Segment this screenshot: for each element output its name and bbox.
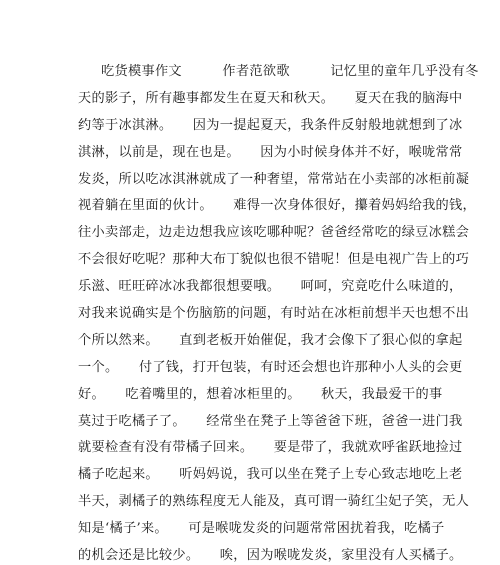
text-line: 半天，剥橘子的熟练程度无人能及，真可谓一骑红尘妃子笑，无人 (78, 494, 470, 510)
text-line: 知是‘橘子’来。 可是喉咙发炎的问题常常困扰着我，吃橘子 (78, 521, 445, 537)
text-line: 天的影子，所有趣事都发生在夏天和秋天。 夏天在我的脑海中 (78, 90, 463, 106)
text-line: 好。 吃着嘴里的，想着冰柜里的。 秋天，我最爱干的事 (78, 386, 443, 402)
text-line: 视着躺在里面的伙计。 难得一次身体很好，攥着妈妈给我的钱， (78, 198, 477, 214)
text-line: 发炎，所以吃冰淇淋就成了一种奢望，常常站在小卖部的冰柜前凝 (78, 171, 470, 187)
text-line: 约等于冰淇淋。 因为一提起夏天，我条件反射般地就想到了冰 (78, 117, 463, 133)
text-line: 对我来说确实是个伤脑筋的问题，有时站在冰柜前想半天也想不出 (78, 306, 470, 321)
text-line: 吃货模事作文 作者范欲歌 记忆里的童年几乎没有冬 (101, 64, 479, 79)
text-line: 莫过于吃橘子了。 经常坐在凳子上等爸爸下班，爸爸一进门我 (78, 413, 463, 429)
text-line: 个所以然来。 直到老板开始催促，我才会像下了狠心似的拿起 (78, 332, 463, 348)
text-line: 就要检查有没有带橘子回来。 要是带了，我就欢呼雀跃地捡过 (78, 440, 463, 456)
text-line: 的机会还是比较少。 唉，因为喉咙发炎，家里没有人买橘子。 (78, 548, 463, 563)
text-line: 不会很好吃呢？那种大布丁貌似也很不错呢！但是电视广告上的巧 (78, 252, 470, 268)
text-line: 乐滋、旺旺碎冰冰我都很想要哦。 呵呵，究竟吃什么味道的， (78, 279, 463, 295)
text-line: 一个。 付了钱，打开包装，有时还会想也许那种小人头的会更 (78, 359, 463, 375)
text-line: 往小卖部走，边走边想我应该吃哪种呢？爸爸经常吃的绿豆冰糕会 (78, 225, 470, 241)
text-line: 橘子吃起来。 听妈妈说，我可以坐在凳子上专心致志地吃上老 (78, 467, 463, 483)
text-line: 淇淋，以前是，现在也是。 因为小时候身体并不好，喉咙常常 (78, 144, 463, 160)
